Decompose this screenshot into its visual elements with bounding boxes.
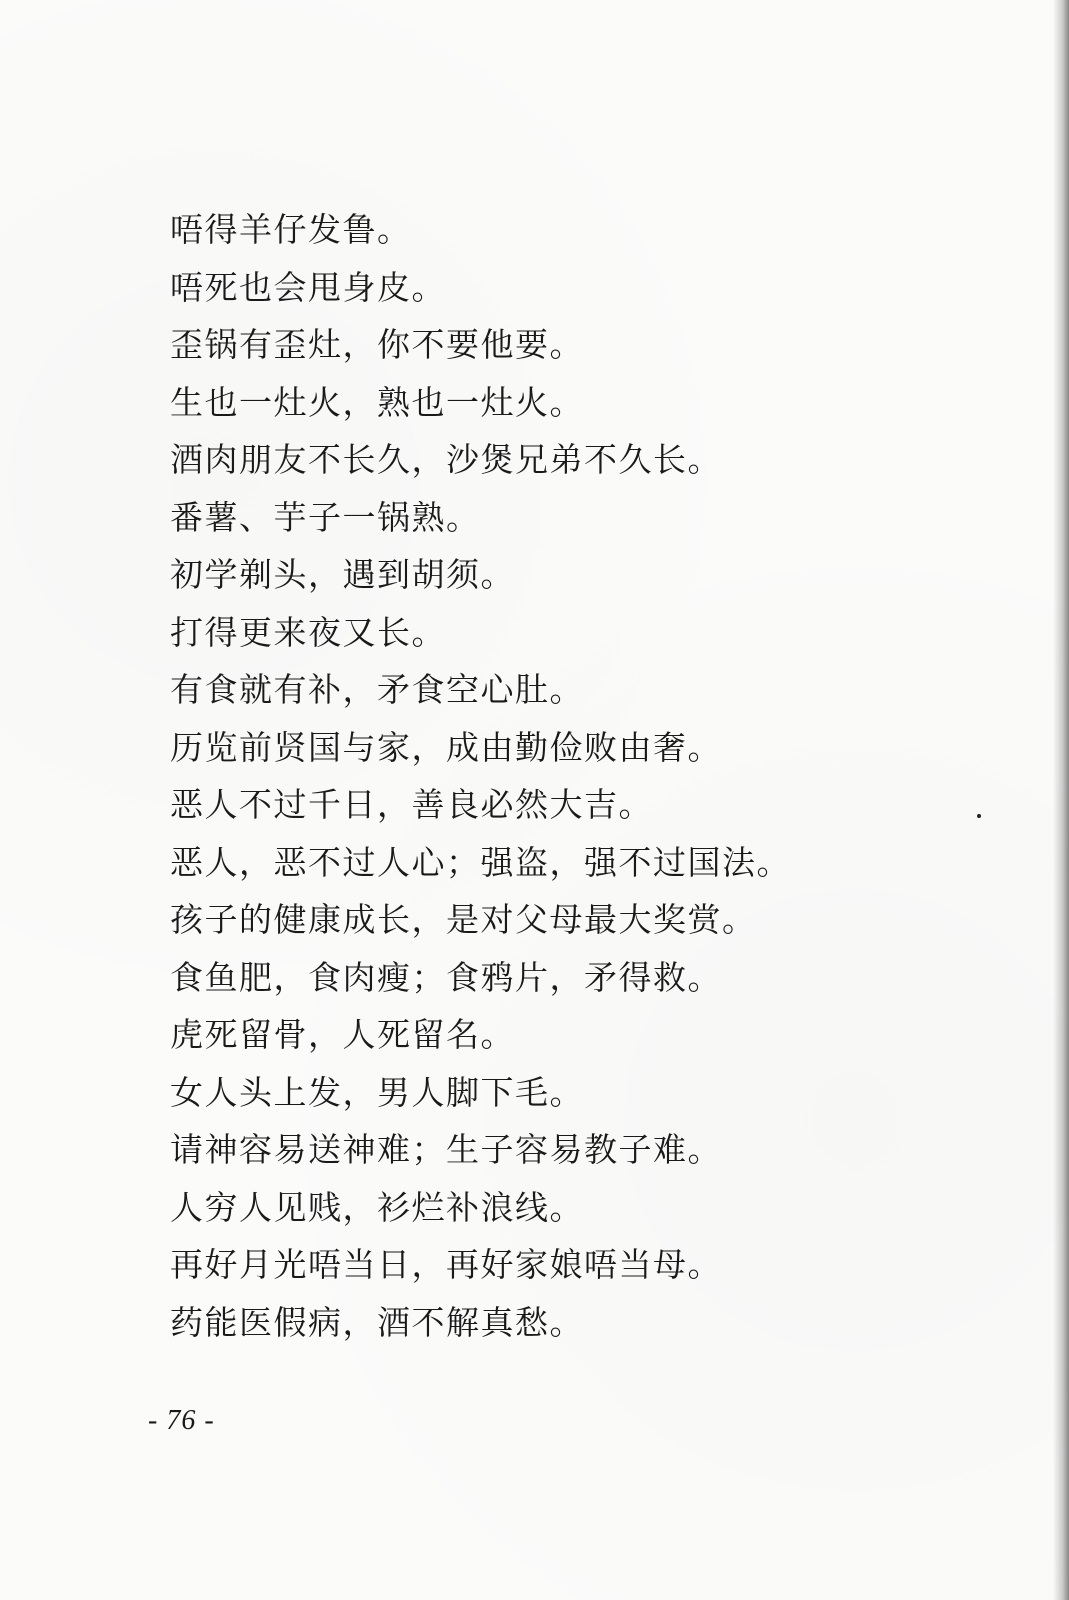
- proverb-line: 有食就有补，矛食空心肚。: [170, 670, 584, 709]
- ink-speck: [977, 814, 981, 818]
- proverb-line: 恶人不过千日，善良必然大吉。: [170, 785, 653, 824]
- proverb-line: 孩子的健康成长，是对父母最大奖赏。: [170, 900, 757, 939]
- proverb-line: 请神容易送神难；生子容易教子难。: [170, 1130, 722, 1169]
- page-edge-shadow: [1053, 0, 1069, 1600]
- proverb-line: 歪锅有歪灶，你不要他要。: [170, 325, 584, 364]
- proverb-line: 恶人，恶不过人心；强盗，强不过国法。: [170, 842, 791, 882]
- proverb-line: 酒肉朋友不长久，沙煲兄弟不久长。: [170, 440, 722, 479]
- proverb-list: [170, 207, 791, 1357]
- proverb-line: 虎死留骨，人死留名。: [170, 1015, 515, 1054]
- proverb-line: 番薯、芋子一锅熟。: [170, 497, 481, 537]
- proverb-line: 食鱼肥，食肉瘦；食鸦片，矛得救。: [170, 957, 722, 997]
- proverb-line: 人穷人见贱，衫烂补浪线。: [170, 1187, 584, 1227]
- page-number: - 76 -: [148, 1405, 215, 1436]
- proverb-line: 生也一灶火，熟也一灶火。: [170, 382, 584, 422]
- proverb-line: 唔得羊仔发鲁。: [170, 210, 412, 249]
- proverb-line: 唔死也会甩身皮。: [170, 267, 446, 307]
- proverb-line: 初学剃头，遇到胡须。: [170, 555, 515, 594]
- proverb-line: 打得更来夜又长。: [170, 612, 446, 652]
- proverb-line: 再好月光唔当日，再好家娘唔当母。: [170, 1245, 722, 1284]
- proverb-line: 女人头上发，男人脚下毛。: [170, 1072, 584, 1112]
- proverb-line: 药能医假病，酒不解真愁。: [170, 1302, 584, 1342]
- proverb-line: 历览前贤国与家，成由勤俭败由奢。: [170, 727, 722, 767]
